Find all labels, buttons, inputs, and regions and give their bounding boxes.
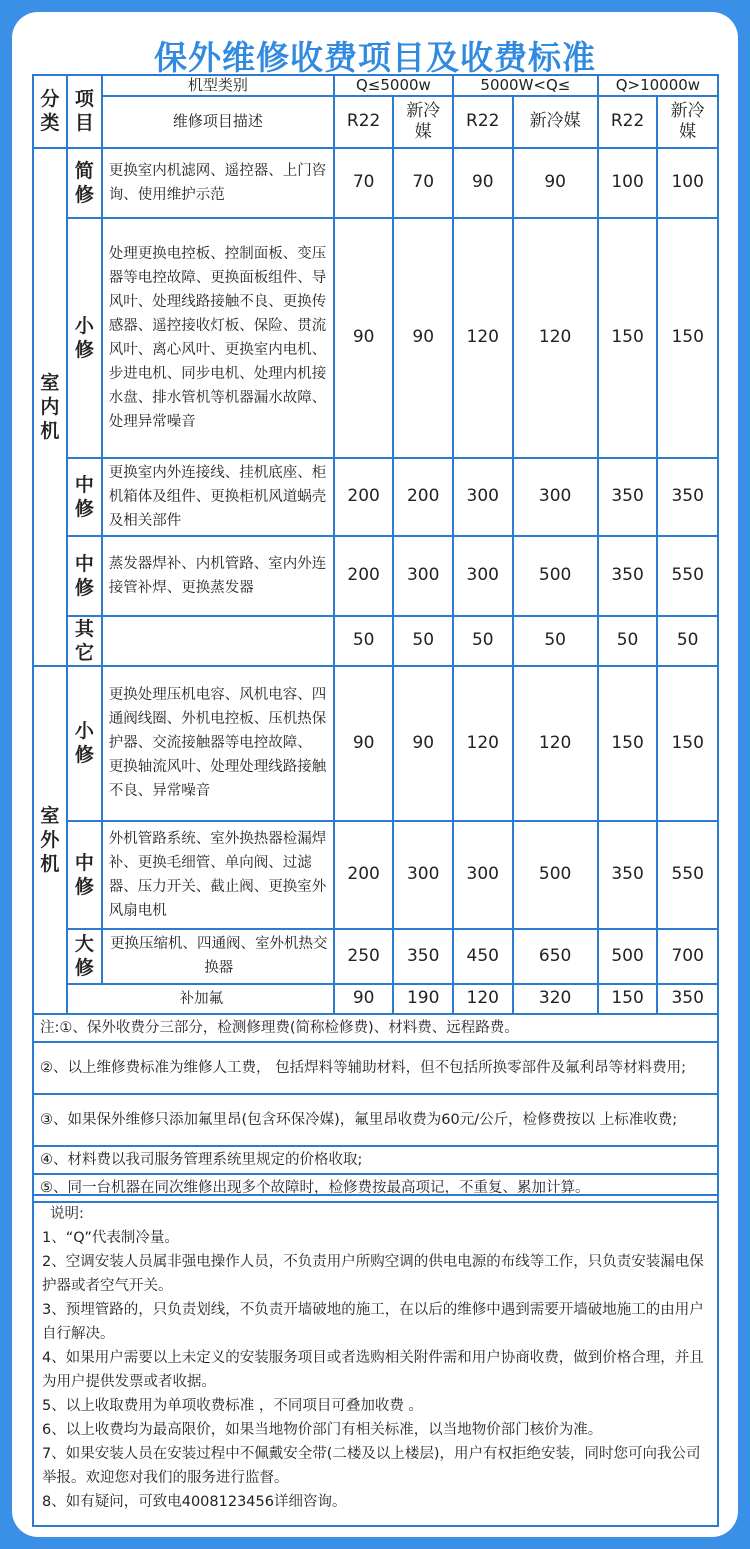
explanation-title: 说明: [50,1206,84,1222]
price-cell: 350 [657,458,718,536]
table-row [33,218,718,458]
freon-label: 补加氟 [67,984,334,1014]
price-cell: 150 [598,218,658,458]
price-cell: 120 [513,218,598,458]
price-cell: 50 [657,616,718,666]
table-note: ④、材料费以我司服务管理系统里规定的价格收取; [33,1146,718,1174]
explanation-item: 3、预埋管路的，只负责划线，不负责开墙破地的施工，在以后的维修中遇到需要开墙破地施工的由用户自行解决。 [42,1302,704,1342]
table-row [33,929,718,984]
price-cell: 150 [598,984,658,1014]
price-cell: 50 [598,616,658,666]
price-cell: 90 [334,666,394,821]
header-range1: Q≤5000w [334,75,453,96]
price-cell: 150 [598,666,658,821]
price-cell: 90 [393,218,453,458]
row-type: 中修 [67,821,102,929]
price-cell: 250 [334,929,394,984]
price-cell: 300 [513,458,598,536]
row-description: 处理更换电控板、控制面板、变压器等电控故障、更换面板组件、导风叶、处理线路接触不良、更换传感器、遥控接收灯板、保险、贯流风叶、离心风叶、更换室内电机、步进电机、同步电机、处理内机接水盘、排水管机等机器漏水故障、处理异常噪音 [102,218,334,458]
price-cell: 70 [393,148,453,218]
price-cell: 550 [657,821,718,929]
price-cell: 200 [334,458,394,536]
price-cell: 300 [453,458,513,536]
price-cell: 350 [598,458,658,536]
price-cell: 70 [334,148,394,218]
explanation-item: 8、如有疑问，可致电4008123456详细咨询。 [42,1494,347,1510]
explanation-item: 1、“Q”代表制冷量。 [42,1230,179,1246]
table-row [33,616,718,666]
row-description [102,616,334,666]
price-cell: 350 [598,821,658,929]
header-r22: R22 [598,96,658,148]
price-cell: 150 [657,218,718,458]
price-cell: 50 [513,616,598,666]
price-cell: 300 [453,536,513,616]
row-type: 中修 [67,458,102,536]
price-cell: 300 [393,821,453,929]
explanation-item: 4、如果用户需要以上未定义的安装服务项目或者选购相关附件需和用户协商收费，做到价格合理，并且为用户提供发票或者收据。 [42,1350,704,1390]
header-xinlengmei: 新冷媒 [513,96,598,148]
table-note: ②、以上维修费标准为维修人工费， 包括焊料等辅助材料，但不包括所换零部件及氟利昂等材料费用; [33,1042,718,1094]
page-title: 保外维修收费项目及收费标准 [154,38,596,77]
price-cell: 500 [513,821,598,929]
price-cell: 450 [453,929,513,984]
price-cell: 650 [513,929,598,984]
price-cell: 300 [393,536,453,616]
header-range2: 5000W<Q≤ [453,75,598,96]
price-card [12,12,738,1537]
explanation-item: 2、空调安装人员属非强电操作人员，不负责用户所购空调的供电电源的布线等工作，只负责安装漏电保护器或者空气开关。 [42,1254,704,1294]
header-fenlei: 分类 [33,75,67,148]
row-description: 蒸发器焊补、内机管路、室内外连接管补焊、更换蒸发器 [102,536,334,616]
table-row [33,666,718,821]
price-cell: 190 [393,984,453,1014]
price-cell: 500 [513,536,598,616]
row-description: 更换压缩机、四通阀、室外机热交换器 [102,929,334,984]
table-row [33,148,718,218]
price-cell: 550 [657,536,718,616]
row-type: 中修 [67,536,102,616]
row-type: 简修 [67,148,102,218]
header-model-type: 机型类别 [102,75,334,96]
header-range3: Q>10000w [598,75,718,96]
price-cell: 200 [334,821,394,929]
price-cell: 120 [453,666,513,821]
table-row [33,984,718,1014]
price-cell: 120 [513,666,598,821]
category-indoor: 室内机 [33,148,67,666]
header-xiangmu: 项目 [67,75,102,148]
price-cell: 120 [453,218,513,458]
category-outdoor: 室外机 [33,666,67,1014]
price-cell: 90 [334,984,394,1014]
price-table [32,74,719,1203]
explanation-item: 5、以上收取费用为单项收费标准 ，不同项目可叠加收费 。 [42,1398,423,1414]
row-type: 小修 [67,218,102,458]
price-cell: 500 [598,929,658,984]
price-cell: 50 [334,616,394,666]
row-description: 更换处理压机电容、风机电容、四通阀线圈、外机电控板、压机热保护器、交流接触器等电控故障、 更换轴流风叶、处理处理线路接触不良、异常噪音 [102,666,334,821]
price-cell: 90 [453,148,513,218]
price-cell: 90 [513,148,598,218]
table-note: ⑤、同一台机器在同次维修出现多个故障时，检修费按最高项记，不重复、累加计算。 [33,1174,718,1202]
price-cell: 100 [598,148,658,218]
header-r22: R22 [453,96,513,148]
price-cell: 300 [453,821,513,929]
table-row [33,536,718,616]
price-cell: 350 [393,929,453,984]
price-cell: 320 [513,984,598,1014]
header-r22: R22 [334,96,394,148]
price-cell: 150 [657,666,718,821]
price-cell: 350 [657,984,718,1014]
price-cell: 50 [393,616,453,666]
row-type: 其它 [67,616,102,666]
row-type: 小修 [67,666,102,821]
price-cell: 200 [334,536,394,616]
price-cell: 90 [334,218,394,458]
table-note: ③、如果保外维修只添加氟里昂(包含环保冷媒)，氟里昂收费为60元/公斤，检修费按以 上标准收费; [33,1094,718,1146]
price-cell: 700 [657,929,718,984]
price-cell: 350 [598,536,658,616]
table-row [33,458,718,536]
price-cell: 90 [393,666,453,821]
row-description: 更换室内外连接线、挂机底座、柜机箱体及组件、更换柜机风道蜗壳及相关部件 [102,458,334,536]
price-cell: 50 [453,616,513,666]
price-cell: 200 [393,458,453,536]
row-description: 更换室内机滤网、遥控器、上门咨询、使用维护示范 [102,148,334,218]
price-cell: 120 [453,984,513,1014]
header-item-desc: 维修项目描述 [102,96,334,148]
table-note: 注:①、保外收费分三部分，检测修理费(简称检修费)、材料费、远程路费。 [33,1014,718,1042]
explanation-box [32,1194,719,1527]
explanation-item: 6、以上收费均为最高限价，如果当地物价部门有相关标准，以当地物价部门核价为准。 [42,1422,603,1438]
header-xinlengmei: 新冷媒 [657,96,718,148]
explanation-item: 7、如果安装人员在安装过程中不佩戴安全带(二楼及以上楼层)，用户有权拒绝安装，同时您可向我公司举报。欢迎您对我们的服务进行监督。 [42,1446,701,1486]
row-type: 大修 [67,929,102,984]
table-row [33,821,718,929]
price-cell: 100 [657,148,718,218]
row-description: 外机管路系统、室外换热器检漏焊补、更换毛细管、单向阀、过滤器、压力开关、截止阀、更换室外风扇电机 [102,821,334,929]
header-xinlengmei: 新冷媒 [393,96,453,148]
